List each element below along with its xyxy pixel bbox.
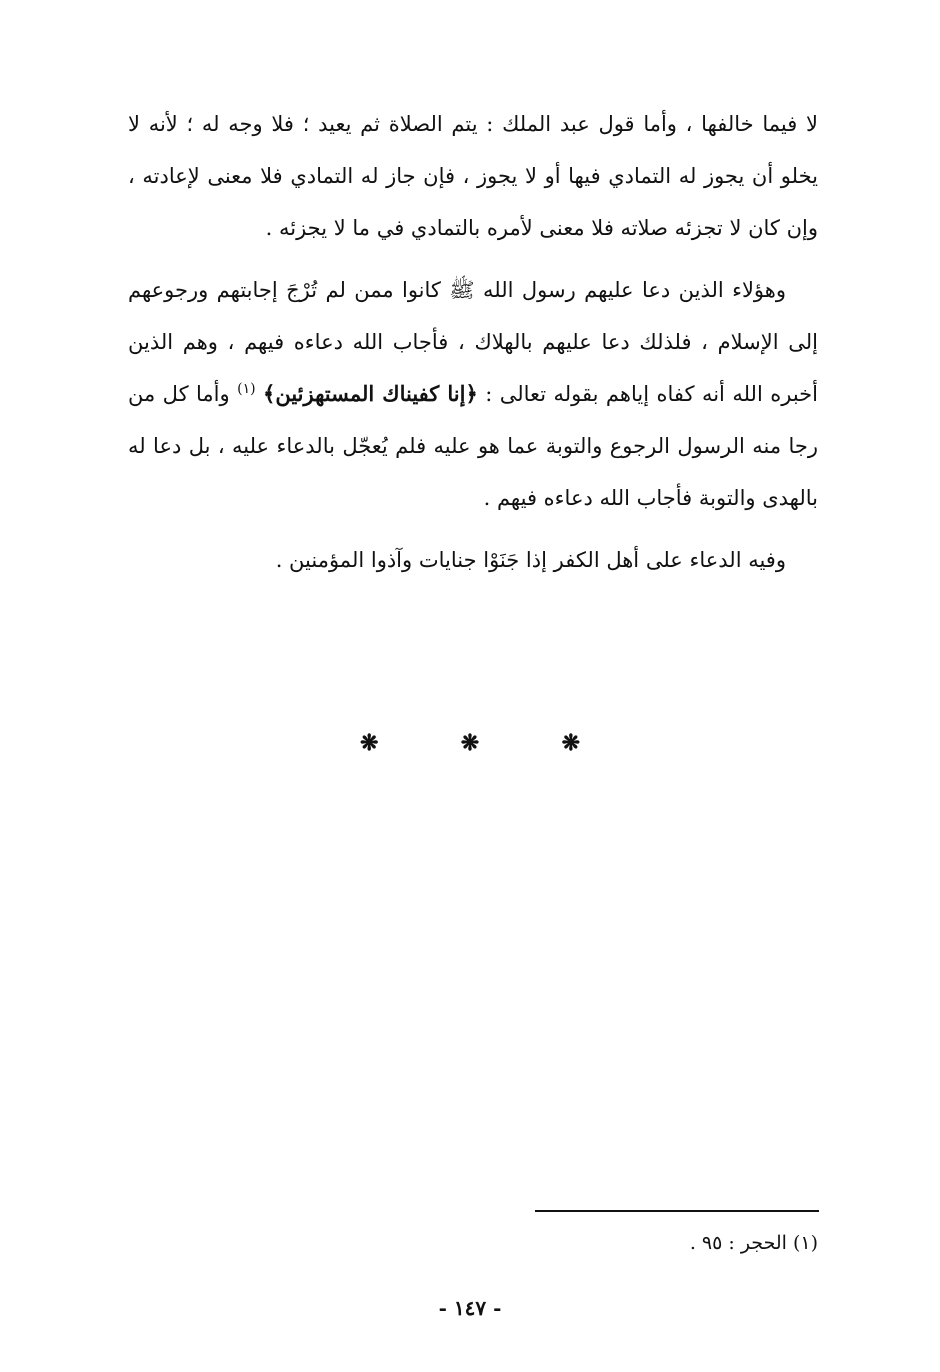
paragraph-2-end: وأما كل من رجا منه الرسول الرجوع والتوبة عما هو عليه فلم يُعجّل بالدعاء عليه ، بل دعا له بالهدى والتوبة فأجاب الله دعاءه فيهم .: [128, 382, 818, 510]
paragraph-1: لا فيما خالفها ، وأما قول عبد الملك : يتم الصلاة ثم يعيد ؛ فلا وجه له ؛ لأنه لا يخلو أن يجوز له التمادي فيها أو لا يجوز ، فإن جاز له التمادي فلا معنى لإعادته ، وإن كان لا تجزئه صلاته فلا معنى لأمره بالتمادي في ما لا يجزئه .: [128, 112, 818, 240]
paragraph-3: وفيه الدعاء على أهل الكفر إذا جَنَوْا جنايات وآذوا المؤمنين .: [275, 548, 786, 572]
star-icon: ❋: [360, 730, 379, 756]
footnote: (١) الحجر : ٩٥ .: [689, 1232, 818, 1254]
paragraph-2: [128, 264, 818, 524]
footnote-divider: [535, 1210, 819, 1212]
star-icon: ❋: [561, 730, 580, 756]
star-icon: ❋: [460, 730, 480, 756]
paragraph-2-start: وهؤلاء الذين دعا عليهم رسول الله ﷺ كانوا ممن لم تُرْجَ إجابتهم ورجوعهم إلى الإسلام ، فلذلك دعا عليهم بالهلاك ، فأجاب الله دعاءه فيهم ، وهم الذين أخبره الله أنه كفاه إياهم بقوله تعالى :: [128, 278, 818, 406]
main-text: [128, 98, 818, 596]
section-separator: [360, 730, 580, 756]
quran-quote: ﴿إنا كفيناك المستهزئين﴾: [263, 381, 478, 406]
footnote-reference[interactable]: (١): [237, 381, 256, 397]
page-number: - ١٤٧ -: [438, 1296, 502, 1320]
